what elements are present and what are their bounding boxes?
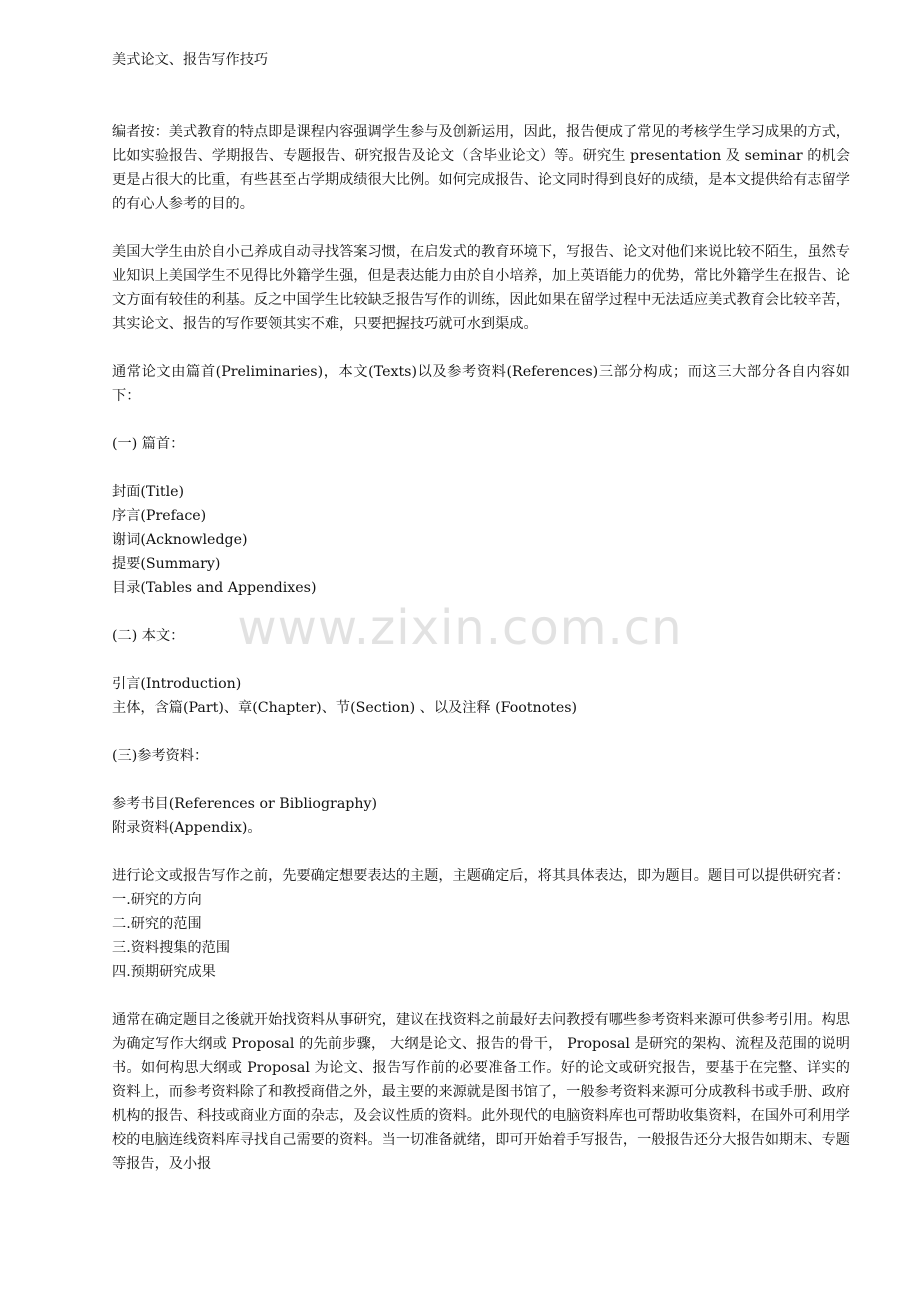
section3-heading: (三)参考资料： bbox=[112, 748, 209, 764]
topic-intro: 进行论文或报告写作之前，先要确定想要表达的主题，主题确定后，将其具体表达，即为题目。题目可以提供研究者： bbox=[112, 868, 850, 884]
list-item: 封面(Title) bbox=[112, 484, 185, 500]
watermark: www.zixin.com.cn bbox=[237, 600, 683, 656]
section3-list bbox=[112, 792, 850, 840]
document-title: 美式论文、报告写作技巧 bbox=[112, 52, 269, 68]
document-page bbox=[112, 48, 850, 1200]
intro-paragraph: 美国大学生由於自小己养成自动寻找答案习惯，在启发式的教育环境下，写报告、论文对他们来说比较不陌生，虽然专业知识上美国学生不见得比外籍学生强，但是表达能力由於自小培养，加上英语能力的优势，常比外籍学生在报告、论文方面有较佳的利基。反之中国学生比较缺乏报告写作的训练，因此如果在留学过程中无法适应美式教育会比较辛苦，其实论文、报告的写作要领其实不难，只要把握技巧就可水到渠成。 bbox=[112, 244, 850, 332]
section1-list bbox=[112, 480, 850, 600]
list-item: 序言(Preface) bbox=[112, 508, 207, 524]
list-item: 谢词(Acknowledge) bbox=[112, 532, 248, 548]
list-item: 参考书目(References or Bibliography) bbox=[112, 796, 378, 812]
structure-paragraph: 通常论文由篇首(Preliminaries)，本文(Texts)以及参考资料(References)三部分构成；而这三大部分各自内容如下： bbox=[112, 364, 850, 404]
list-item: 目录(Tables and Appendixes) bbox=[112, 580, 317, 596]
list-item: 引言(Introduction) bbox=[112, 676, 242, 692]
list-item: 附录资料(Appendix)。 bbox=[112, 820, 262, 836]
closing-paragraph: 通常在确定题目之後就开始找资料从事研究，建议在找资料之前最好去问教授有哪些参考资料来源可供参考引用。构思为确定写作大纲或 Proposal 的先前步骤， 大纲是论文、报告的骨干， Proposal 是研究的架构、流程及范围的说明书。如何构思大纲或 Proposal 为论文、报告写作前的必要准备工作。好的论文或研究报告，要基于在完整、详实的资料上，而参考资料除了和教授商借之外，最主要的来源就是图书馆了，一般参考资料来源可分成教科书或手册、政府机构的报告、科技或商业方面的杂志，及会议性质的资料。此外现代的电脑资料库也可帮助收集资料，在国外可利用学校的电脑连线资料库寻找自己需要的资料。当一切准备就绪，即可开始着手写报告，一般报告还分大报告如期末、专题等报告，及小报 bbox=[112, 1012, 850, 1172]
list-item: 三.资料搜集的范围 bbox=[112, 940, 231, 956]
section1-heading: (一) 篇首： bbox=[112, 436, 185, 452]
list-item: 四.预期研究成果 bbox=[112, 964, 216, 980]
list-item: 提要(Summary) bbox=[112, 556, 221, 572]
list-item: 二.研究的范围 bbox=[112, 916, 202, 932]
topic-section bbox=[112, 864, 850, 984]
list-item: 主体，含篇(Part)、章(Chapter)、节(Section) 、以及注释 (Footnotes) bbox=[112, 700, 578, 716]
section2-list bbox=[112, 672, 850, 720]
section2-heading: (二) 本文： bbox=[112, 628, 185, 644]
list-item: 一.研究的方向 bbox=[112, 892, 202, 908]
editor-note-paragraph: 编者按：美式教育的特点即是课程内容强调学生参与及创新运用，因此，报告便成了常见的考核学生学习成果的方式，比如实验报告、学期报告、专题报告、研究报告及论文（含毕业论文）等。研究生 presentation 及 seminar 的机会更是占很大的比重，有些甚至占学期成绩很大比例。如何完成报告、论文同时得到良好的成绩，是本文提供给有志留学的有心人参考的目的。 bbox=[112, 124, 850, 212]
